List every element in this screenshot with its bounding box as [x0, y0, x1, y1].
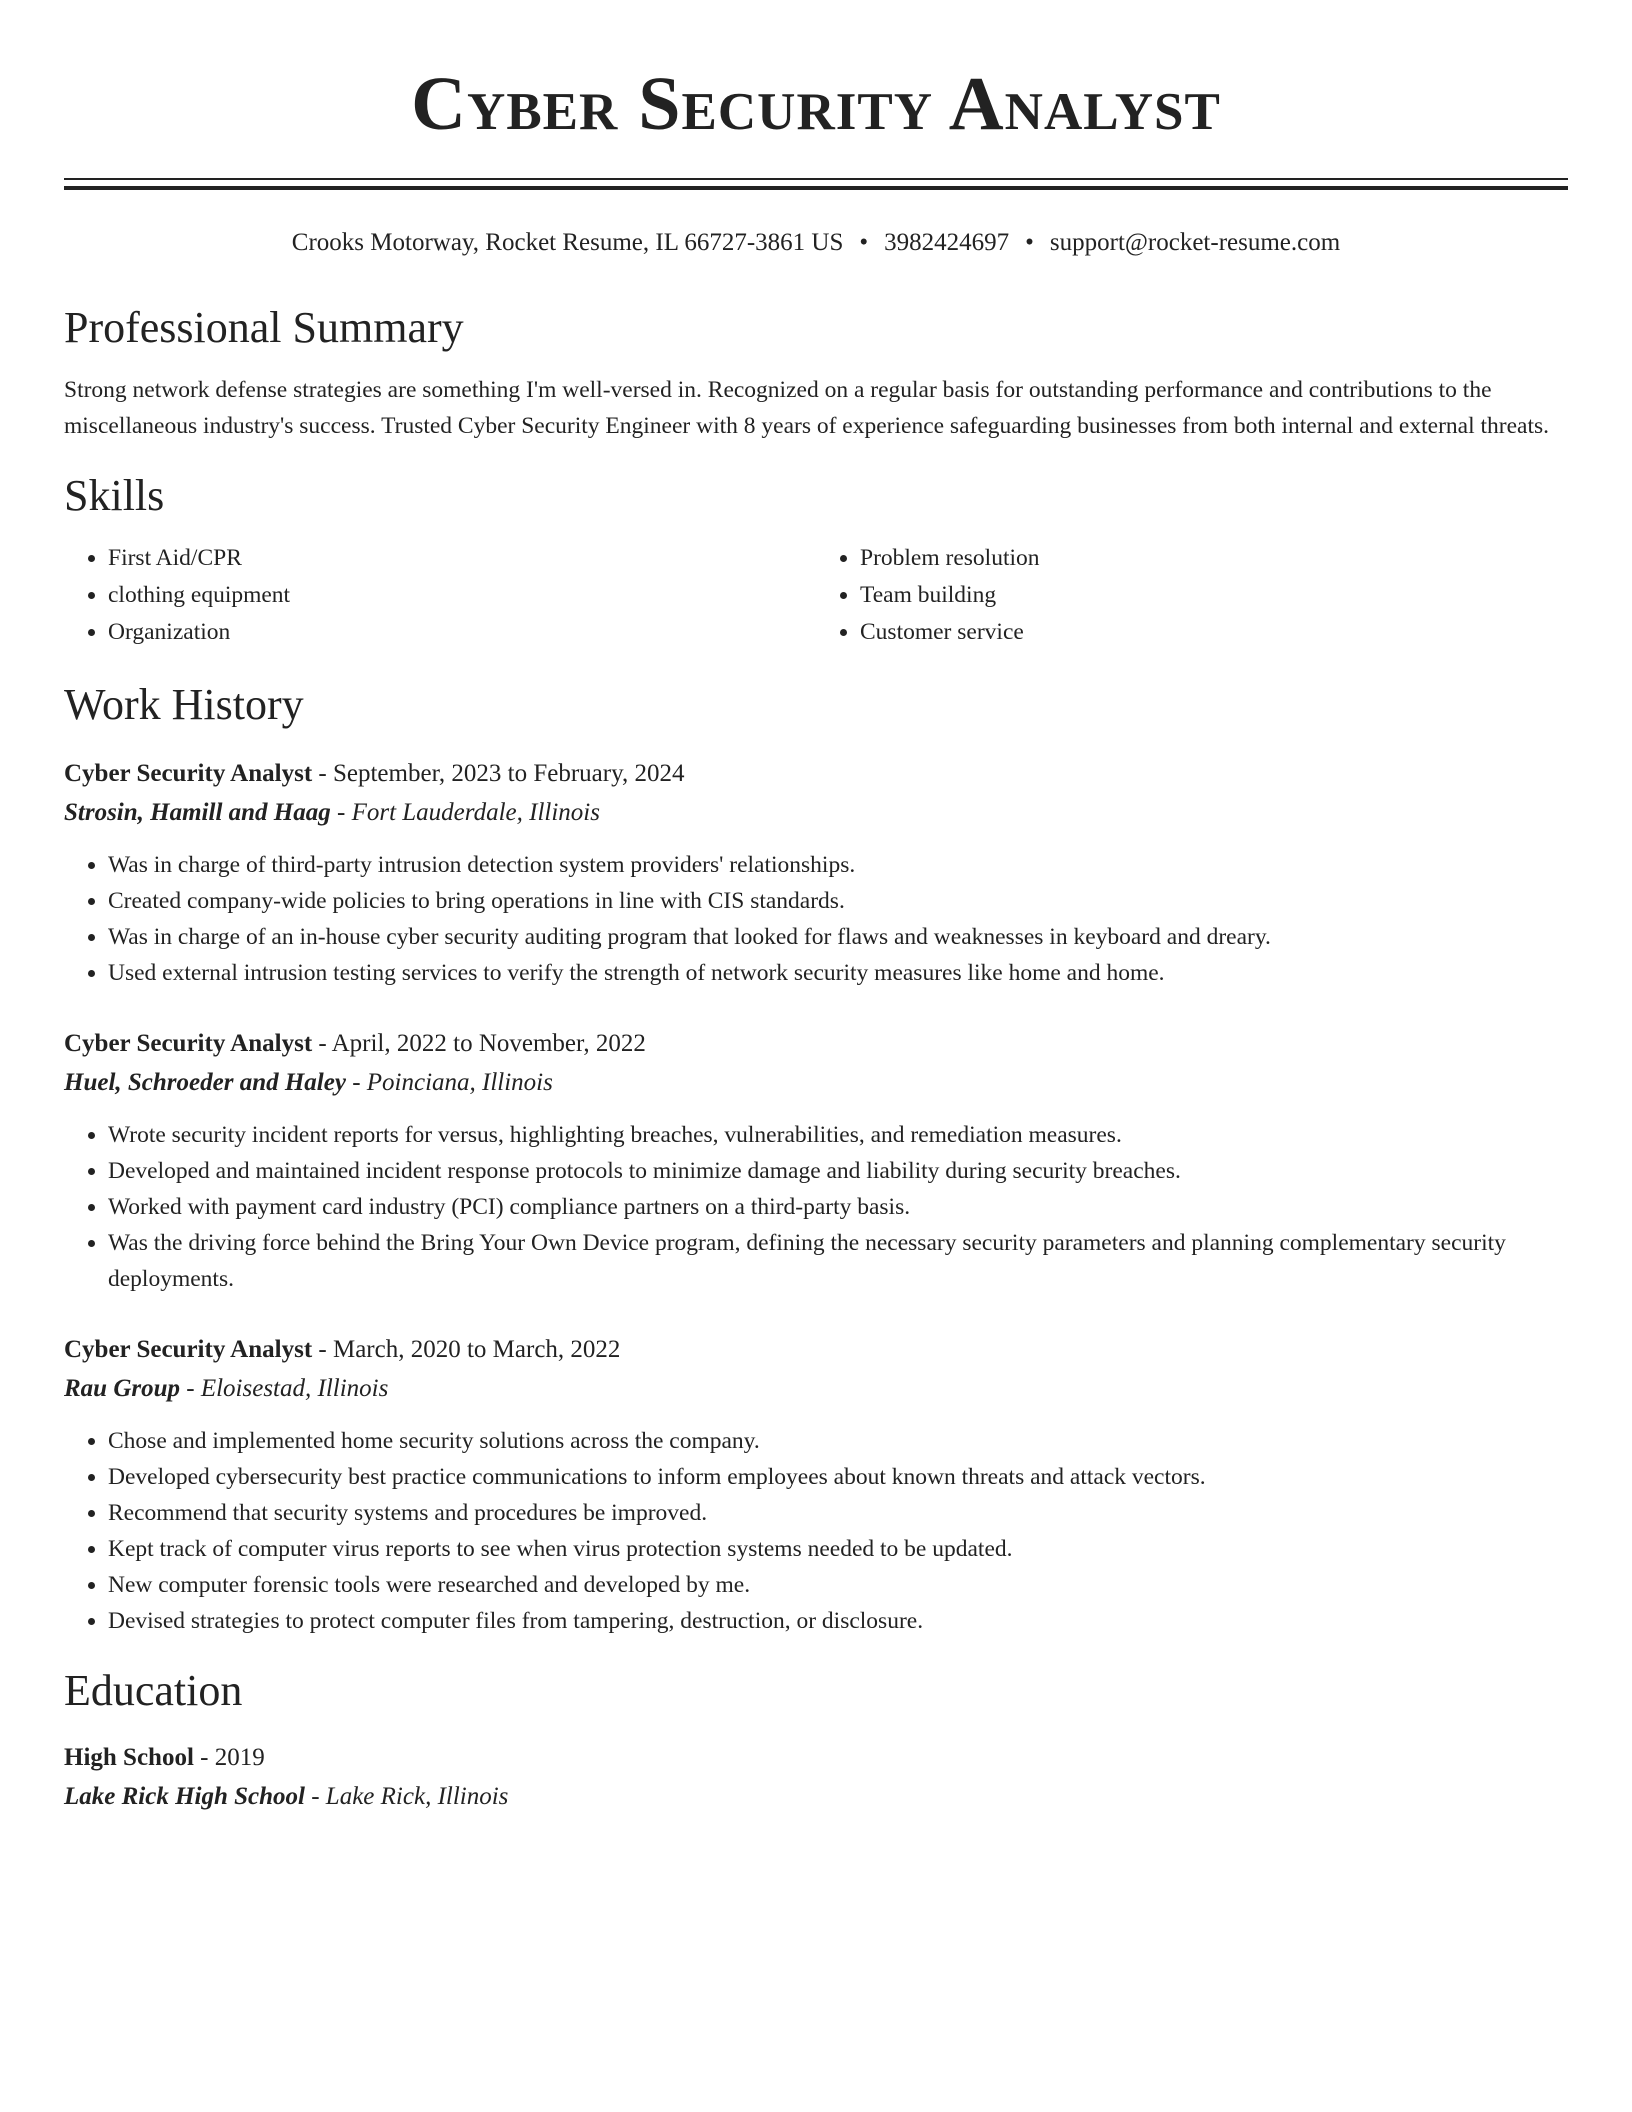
summary-text: Strong network defense strategies are something I'm well-versed in. Recognized on a regular basis for outstanding performance and contributions to the miscellaneous industry's success. Trusted Cyber Security Engineer with 8 years of experience safeguarding businesses from both internal and external threats.	[64, 377, 1549, 439]
skill-item: • Team building	[860, 577, 1568, 614]
contact-separator: •	[1025, 229, 1034, 256]
job-location: - Poinciana, Illinois	[345, 1069, 553, 1096]
work-history-heading: Work History	[64, 680, 304, 729]
job-company-line	[64, 793, 1568, 833]
work-history-section	[64, 677, 1568, 1639]
skills-right-list	[816, 540, 1568, 651]
contact-phone: 3982424697	[884, 229, 1010, 256]
job-title: Cyber Security Analyst	[64, 1336, 313, 1363]
job-entry	[64, 755, 1568, 991]
skill-item: • Organization	[108, 614, 816, 651]
job-location: - Fort Lauderdale, Illinois	[330, 799, 600, 826]
job-dates: - September, 2023 to February, 2024	[312, 760, 685, 787]
duty-item: • Was in charge of third-party intrusion detection system providers' relationships.	[108, 847, 1568, 883]
job-company: Huel, Schroeder and Haley	[64, 1069, 346, 1096]
skills-left-list	[64, 540, 816, 651]
job-duties	[64, 1423, 1568, 1639]
duty-item: • Wrote security incident reports for versus, highlighting breaches, vulnerabilities, and remediation measures.	[108, 1117, 1568, 1153]
education-school: Lake Rick High School	[64, 1783, 305, 1810]
job-dates: - April, 2022 to November, 2022	[312, 1030, 646, 1057]
duty-item: • Developed and maintained incident response protocols to minimize damage and liability during security breaches.	[108, 1153, 1568, 1189]
education-degree-line	[64, 1739, 1568, 1777]
duty-item: • Created company-wide policies to bring operations in line with CIS standards.	[108, 883, 1568, 919]
education-heading: Education	[64, 1666, 243, 1715]
duty-item: • Was in charge of an in-house cyber security auditing program that looked for flaws and weaknesses in keyboard and dreary.	[108, 919, 1568, 955]
duty-item: • Kept track of computer virus reports to see when virus protection systems needed to be updated.	[108, 1531, 1568, 1567]
contact-email: support@rocket-resume.com	[1049, 229, 1341, 256]
duty-item: • New computer forensic tools were researched and developed by me.	[108, 1567, 1568, 1603]
duty-item: • Worked with payment card industry (PCI) compliance partners on a third-party basis.	[108, 1189, 1568, 1225]
job-company-line	[64, 1369, 1568, 1409]
job-entry	[64, 1025, 1568, 1297]
skill-item: • clothing equipment	[108, 577, 816, 614]
contact-line	[64, 226, 1568, 260]
contact-address: Crooks Motorway, Rocket Resume, IL 66727-3861 US	[291, 229, 844, 256]
education-degree: High School	[64, 1744, 194, 1771]
education-location: - Lake Rick, Illinois	[304, 1783, 509, 1810]
summary-section	[64, 300, 1568, 444]
duty-item: • Devised strategies to protect computer files from tampering, destruction, or disclosure.	[108, 1603, 1568, 1639]
skill-item: • First Aid/CPR	[108, 540, 816, 577]
education-year: - 2019	[193, 1744, 265, 1771]
job-title-line	[64, 755, 1568, 793]
job-location: - Eloisestad, Illinois	[180, 1375, 389, 1402]
job-title-line	[64, 1025, 1568, 1063]
duty-item: • Recommend that security systems and procedures be improved.	[108, 1495, 1568, 1531]
job-entry	[64, 1331, 1568, 1639]
skill-item: • Customer service	[860, 614, 1568, 651]
resume-title: Cyber Security Analyst	[411, 62, 1221, 146]
duty-item: • Was the driving force behind the Bring Your Own Device program, defining the necessary security parameters and planning complementary security deployments.	[108, 1225, 1568, 1297]
skills-heading: Skills	[64, 471, 165, 520]
job-company: Rau Group	[64, 1375, 181, 1402]
education-entry	[64, 1739, 1568, 1817]
contact-separator: •	[859, 229, 869, 256]
job-dates: - March, 2020 to March, 2022	[312, 1336, 621, 1363]
education-section	[64, 1663, 1568, 1817]
job-title: Cyber Security Analyst	[64, 1030, 313, 1057]
job-title: Cyber Security Analyst	[64, 760, 313, 787]
duty-item: • Developed cybersecurity best practice communications to inform employees about known threats and attack vectors.	[108, 1459, 1568, 1495]
skills-section	[64, 468, 1568, 651]
job-duties	[64, 1117, 1568, 1297]
summary-heading: Professional Summary	[64, 303, 464, 352]
job-title-line	[64, 1331, 1568, 1369]
duty-item: • Chose and implemented home security solutions across the company.	[108, 1423, 1568, 1459]
duty-item: • Used external intrusion testing services to verify the strength of network security measures like home and home.	[108, 955, 1568, 991]
title-divider	[64, 178, 1568, 190]
education-school-line	[64, 1777, 1568, 1817]
skill-item: • Problem resolution	[860, 540, 1568, 577]
skills-columns	[64, 540, 1568, 651]
job-company: Strosin, Hamill and Haag	[64, 799, 331, 826]
job-company-line	[64, 1063, 1568, 1103]
job-duties	[64, 847, 1568, 991]
